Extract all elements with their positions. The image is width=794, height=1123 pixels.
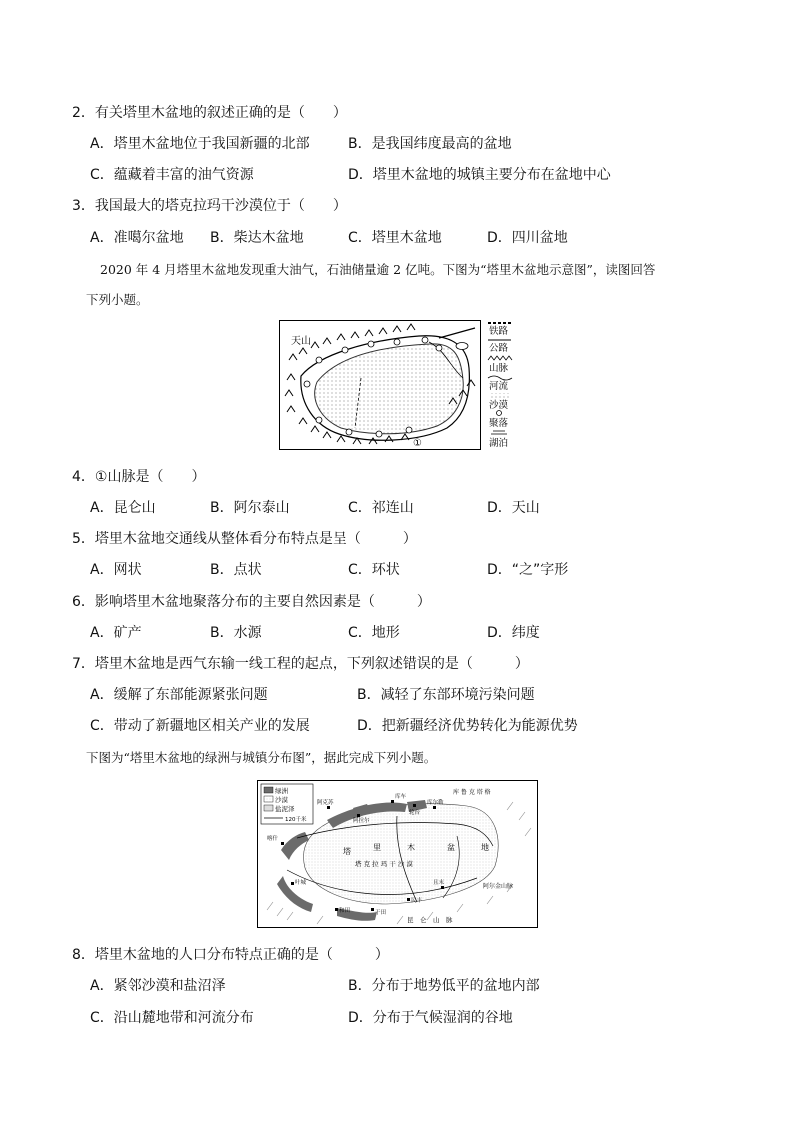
q4-stem: 4．①山脉是（ ） (72, 469, 206, 485)
scale-label: 120千米 (285, 817, 307, 823)
q4-option-a: A．昆仑山 (90, 500, 156, 516)
q5-stem: 5．塔里木盆地交通线从整体看分布特点是呈（ ） (72, 531, 417, 547)
q6-option-c: C．地形 (348, 625, 400, 641)
legend-mountain: 山脉 (489, 363, 509, 374)
q7-stem: 7．塔里木盆地是西气东输一线工程的起点，下列叙述错误的是（ ） (72, 656, 529, 672)
q2-option-d: D．塔里木盆地的城镇主要分布在盆地中心 (348, 167, 611, 183)
mountain-marker-1: ① (413, 438, 422, 449)
q7-option-b: B．减轻了东部环境污染问题 (357, 687, 535, 703)
kuluke-label: 库 鲁 克 塔 格 (453, 789, 491, 796)
legend-desert2: 沙漠 (275, 796, 288, 804)
town-yecheng: 叶城 (295, 880, 307, 886)
town-aksu: 阿克苏 (317, 800, 334, 806)
town-qiemo: 且末 (433, 880, 445, 886)
q2-option-a: A．塔里木盆地位于我国新疆的北部 (90, 136, 310, 152)
q8-option-c: C．沿山麓地带和河流分布 (90, 1010, 254, 1026)
tarim-oasis-towns-map (257, 780, 538, 928)
town-minfeng: 民丰 (411, 898, 423, 904)
intro-paragraph-1-line2: 下列小题。 (86, 292, 149, 307)
intro-paragraph-2: 下图为“塔里木盆地的绿洲与城镇分布图”，据此完成下列小题。 (86, 750, 437, 765)
q2-stem: 2．有关塔里木盆地的叙述正确的是（ ） (72, 105, 347, 121)
q4-option-b: B．阿尔泰山 (210, 500, 290, 516)
basin-char-1: 塔 (343, 847, 351, 856)
tarim-basin-sketch-map (279, 320, 515, 450)
town-kashgar: 喀什 (267, 836, 279, 842)
q7-option-a: A．缓解了东部能源紧张问题 (90, 687, 268, 703)
basin-char-3: 木 (407, 843, 415, 852)
q6-option-d: D．纬度 (487, 625, 540, 641)
town-hotan: 和田 (339, 908, 351, 914)
q4-option-d: D．天山 (487, 500, 540, 516)
q3-option-a: A．准噶尔盆地 (90, 230, 184, 246)
q5-option-c: C．环状 (348, 562, 400, 578)
q2-option-b: B．是我国纬度最高的盆地 (348, 136, 512, 152)
town-luntai: 轮台 (409, 810, 421, 816)
q8-option-b: B．分布于地势低平的盆地内部 (348, 978, 540, 994)
q3-option-d: D．四川盆地 (487, 230, 568, 246)
q6-option-b: B．水源 (210, 625, 262, 641)
q3-stem: 3．我国最大的塔克拉玛干沙漠位于（ ） (72, 198, 347, 214)
q3-option-b: B．柴达木盆地 (210, 230, 304, 246)
town-yutian: 于田 (375, 910, 387, 916)
legend-river: 河流 (489, 381, 509, 392)
basin-char-5: 地 (481, 843, 489, 852)
desert-label: 塔 克 拉 玛 干 沙 漠 (355, 860, 413, 868)
altun-label: 阿尔金山脉 (483, 883, 514, 890)
legend-salt-marsh: 盐泥泽 (275, 805, 295, 813)
tianshan-label: 天山 (291, 336, 311, 347)
q5-option-d: D．“之”字形 (487, 562, 569, 578)
q7-option-c: C．带动了新疆地区相关产业的发展 (90, 718, 310, 734)
q6-stem: 6．影响塔里木盆地聚落分布的主要自然因素是（ ） (72, 594, 431, 610)
q5-option-b: B．点状 (210, 562, 262, 578)
legend-highway: 公路 (489, 343, 509, 354)
town-alar: 阿拉尔 (353, 818, 370, 824)
q8-option-d: D．分布于气候湿润的谷地 (348, 1010, 513, 1026)
q8-option-a: A．紧邻沙漠和盐沼泽 (90, 978, 226, 994)
legend-desert: 沙漠 (489, 400, 509, 411)
q6-option-a: A．矿产 (90, 625, 142, 641)
q7-option-d: D．把新疆经济优势转化为能源优势 (357, 718, 578, 734)
q2-option-c: C．蕴藏着丰富的油气资源 (90, 167, 254, 183)
basin-char-2: 里 (373, 843, 381, 852)
intro-paragraph-1: 2020 年 4 月塔里木盆地发现重大油气，石油储量逾 2 亿吨。下图为“塔里木盆地示意图”，读图回答 (100, 262, 656, 277)
legend-railway: 铁路 (489, 326, 509, 337)
q5-option-a: A．网状 (90, 562, 142, 578)
legend-oasis: 绿洲 (275, 787, 288, 795)
q8-stem: 8．塔里木盆地的人口分布特点正确的是（ ） (72, 947, 389, 963)
legend-settlement: 聚落 (489, 418, 509, 429)
q3-option-c: C．塔里木盆地 (348, 230, 442, 246)
legend-lake: 湖泊 (489, 438, 509, 449)
kunlun-label: 昆 仑 山 脉 (407, 916, 453, 924)
q4-option-c: C．祁连山 (348, 500, 414, 516)
basin-char-4: 盆 (447, 843, 455, 852)
town-kuqa: 库车 (395, 794, 407, 800)
town-korla: 库尔勒 (427, 800, 444, 806)
